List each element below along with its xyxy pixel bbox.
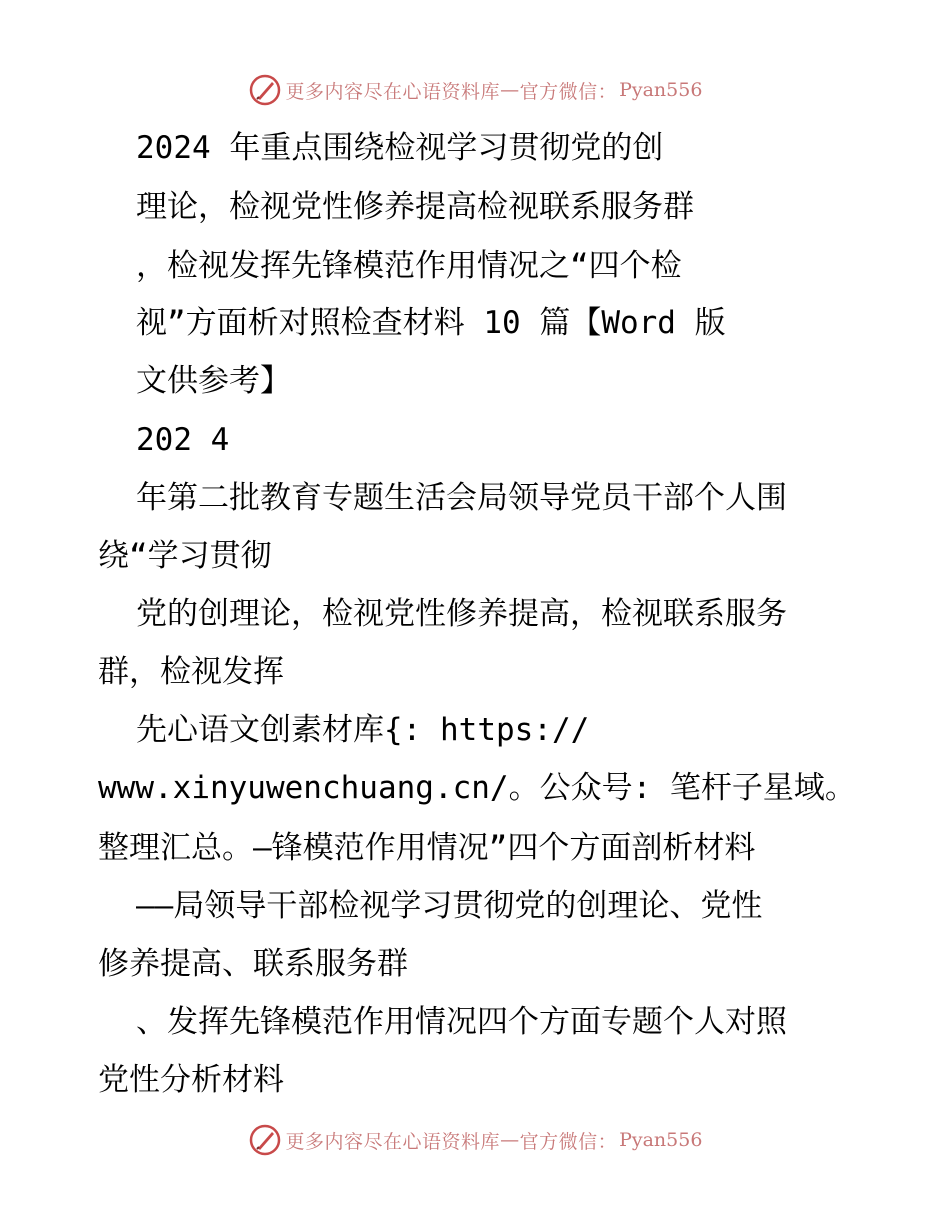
body-line: www.xinyuwenchuang.cn/。公众号: 笔杆子星域。: [98, 770, 856, 806]
quill-pen-icon: [248, 1123, 282, 1157]
title-line: 2024 年重点围绕检视学习贯彻党的创: [136, 130, 664, 166]
watermark-contact-label: 官方微信：: [519, 1130, 618, 1153]
body-line: 群，检视发挥: [98, 654, 284, 690]
title-line: 文供参考】: [136, 363, 291, 399]
watermark-contact-label: 官方微信：: [519, 80, 618, 103]
quill-pen-icon: [248, 73, 282, 107]
body-line: 、发挥先锋模范作用情况四个方面专题个人对照: [136, 1004, 787, 1040]
footer-watermark: [0, 1120, 950, 1160]
body-line: 先心语文创素材库{: https://: [136, 712, 590, 748]
body-line: 整理汇总。—锋模范作用情况”四个方面剖析材料: [98, 830, 756, 866]
title-line: 视”方面析对照检查材料 10 篇【Word 版: [136, 305, 726, 341]
body-line: 党的创理论，检视党性修养提高，检视联系服务: [136, 596, 787, 632]
body-line: 党性分析材料: [98, 1062, 284, 1098]
body-line: 年第二批教育专题生活会局领导党员干部个人围: [136, 480, 787, 516]
body-line: ——局领导干部检视学习贯彻党的创理论、党性: [136, 888, 763, 924]
watermark-contact-id: Pyan556: [619, 79, 703, 101]
watermark-dash: —: [500, 1129, 520, 1151]
watermark-text: 更多内容尽在心语资料库: [285, 80, 501, 103]
body-line: 202 4: [136, 422, 230, 458]
body-line: 修养提高、联系服务群: [98, 946, 408, 982]
watermark-contact-id: Pyan556: [619, 1129, 703, 1151]
watermark-text: 更多内容尽在心语资料库: [285, 1130, 501, 1153]
body-line: 绕“学习贯彻: [98, 538, 272, 574]
title-line: 理论，检视党性修养提高检视联系服务群: [136, 189, 694, 225]
header-watermark: [0, 70, 950, 110]
title-line: ，检视发挥先锋模范作用情况之“四个检: [136, 248, 682, 284]
watermark-dash: —: [500, 79, 520, 101]
